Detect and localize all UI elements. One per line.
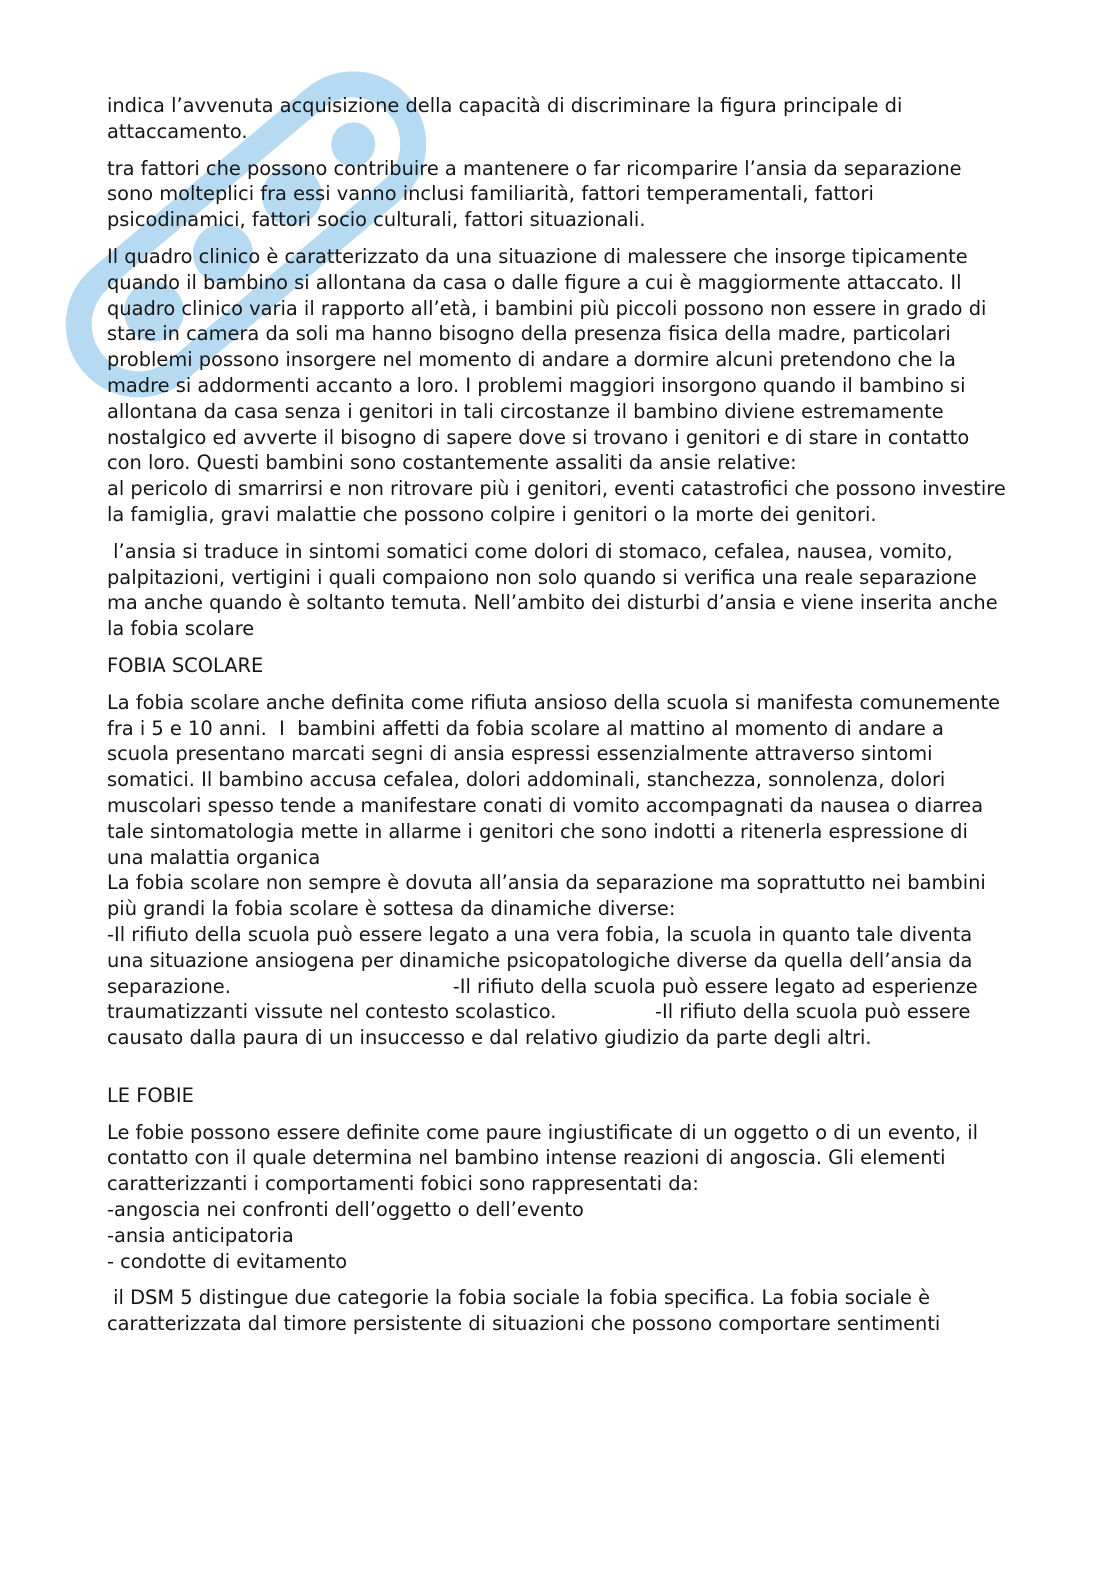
document-page: [107, 93, 1007, 1348]
paragraph: indica l’avvenuta acquisizione della capacità di discriminare la figura principale di attaccamento.: [107, 94, 909, 143]
paragraph: Le fobie possono essere definite come paure ingiustificate di un oggetto o di un evento, il contatto con il quale determina nel bambino intense reazioni di angoscia. Gli elementi caratterizzanti i comportamenti fobici sono rappresentati da: -angoscia nei confronti dell’oggetto o dell’evento -ansia anticipatoria - condotte di evitamento: [107, 1120, 979, 1273]
paragraph: Il quadro clinico è caratterizzato da una situazione di malessere che insorge tipicamente quando il bambino si allontana da casa o dalle figure a cui è maggiormente attaccato. Il quadro clinico varia il rapporto all’età, i bambini più piccoli possono non essere in grado di stare in camera da soli ma hanno bisogno della presenza fisica della madre, particolari problemi possono insorgere nel momento di andare a dormire alcuni pretendono che la madre si addormenti accanto a loro. I problemi maggiori insorgono quando il bambino si allontana da casa senza i genitori in tali circostanze il bambino diviene estremamente nostalgico ed avverte il bisogno di sapere dove si trovano i genitori e di stare in contatto con loro. Questi bambini sono costantemente assaliti da ansie relative: al pericolo di smarrirsi e non ritrovare più i genitori, eventi catastrofici che possono investire la famiglia, gravi malattie che possono colpire i genitori o la morte dei genitori.: [107, 244, 1006, 526]
section-heading: LE FOBIE: [107, 1083, 194, 1107]
paragraph: tra fattori che possono contribuire a mantenere o far ricomparire l’ansia da separazione sono molteplici fra essi vanno inclusi familiarità, fattori temperamentali, fattori psicodinamici, fattori socio culturali, fattori situazionali.: [107, 156, 968, 232]
section-heading: FOBIA SCOLARE: [107, 653, 264, 677]
paragraph: l’ansia si traduce in sintomi somatici come dolori di stomaco, cefalea, nausea, vomito, palpitazioni, vertigini i quali compaiono non solo quando si verifica una reale separazione ma anche quando è soltanto temuta. Nell’ambito dei disturbi d’ansia e viene inserita anche la fobia scolare: [107, 539, 1004, 641]
paragraph: il DSM 5 distingue due categorie la fobia sociale la fobia specifica. La fobia sociale è caratterizzata dal timore persistente di situazioni che possono comportare sentimenti: [107, 1286, 941, 1336]
paragraph: La fobia scolare anche definita come rifiuta ansioso della scuola si manifesta comunemente fra i 5 e 10 anni. I bambini affetti da fobia scolare al mattino al momento di andare a scuola presentano marcati segni di ansia espressi essenzialmente attraverso sintomi somatici. Il bambino accusa cefalea, dolori addominali, stanchezza, sonnolenza, dolori muscolari spesso tende a manifestare conati di vomito accompagnati da nausea o diarrea tale sintomatologia mette in allarme i genitori che sono indotti a ritenerla espressione di una malattia organica La fobia scolare non sempre è dovuta all’ansia da separazione ma soprattutto nei bambini più grandi la fobia scolare è sottesa da dinamiche diverse: -Il rifiuto della scuola può essere legato a una vera fobia, la scuola in quanto tale diventa una situazione ansiogena per dinamiche psicopatologiche diverse da quella dell’ansia da separazione. -Il rifiuto della scuola può essere legato ad esperienze traumatizzanti vissute nel contesto scolastico. -Il rifiuto della scuola può essere causato dalla paura di un insuccesso e dal relativo giudizio da parte degli altri.: [107, 690, 1001, 1050]
